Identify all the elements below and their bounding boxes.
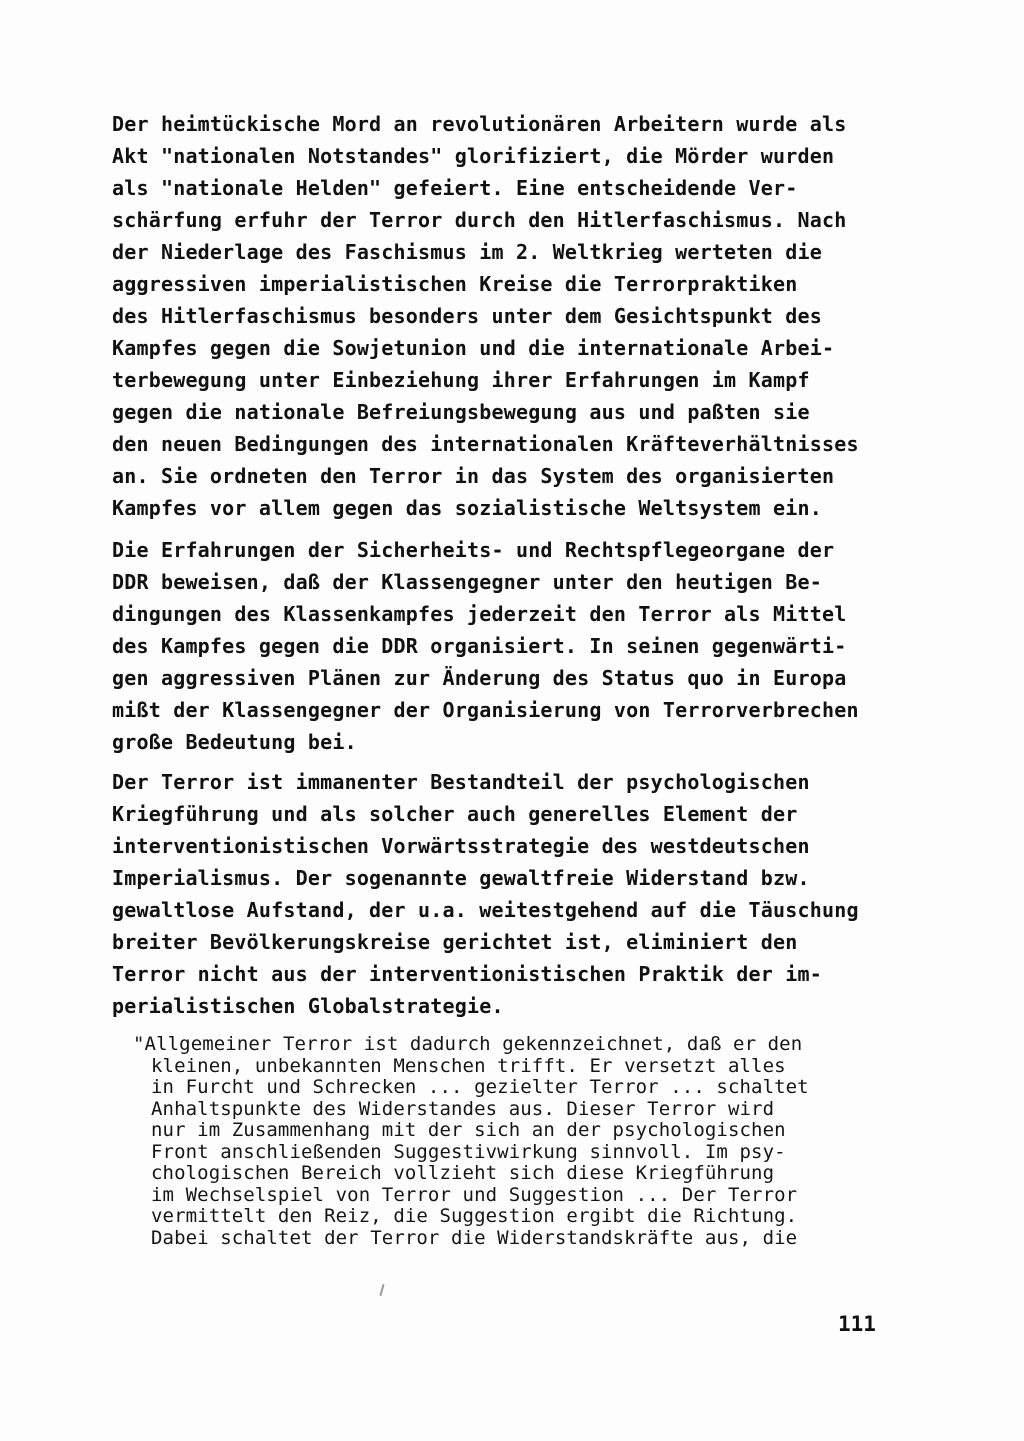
quote-line: chologischen Bereich vollzieht sich diese Kriegführung: [151, 1162, 775, 1184]
text-line: mißt der Klassengegner der Organisierung von Terrorverbrechen: [112, 698, 859, 722]
text-line: Terror nicht aus der interventionistischen Praktik der im-: [112, 962, 822, 986]
text-line: des Hitlerfaschismus besonders unter dem Gesichtspunkt des: [112, 304, 822, 328]
text-line: der Niederlage des Faschismus im 2. Weltkrieg werteten die: [112, 240, 822, 264]
text-line: breiter Bevölkerungskreise gerichtet ist, eliminiert den: [112, 930, 798, 954]
text-line: terbewegung unter Einbeziehung ihrer Erfahrungen im Kampf: [112, 368, 810, 392]
text-line: Der heimtückische Mord an revolutionären Arbeitern wurde als: [112, 112, 847, 136]
text-line: gen aggressiven Plänen zur Änderung des Status quo in Europa: [112, 666, 847, 690]
quote-line: Anhaltspunkte des Widerstandes aus. Dieser Terror wird: [151, 1097, 775, 1120]
text-line: gewaltlose Aufstand, der u.a. weitestgehend auf die Täuschung: [112, 898, 859, 922]
paragraph-1: [112, 108, 902, 524]
text-line: Imperialismus. Der sogenannte gewaltfreie Widerstand bzw.: [112, 866, 810, 890]
quote-line: "Allgemeiner Terror ist dadurch gekennzeichnet, daß er den: [133, 1033, 803, 1055]
text-line: große Bedeutung bei.: [112, 730, 357, 754]
quote-line: Dabei schaltet der Terror die Widerstandskräfte aus, die: [151, 1226, 798, 1249]
text-line: Kampfes vor allem gegen das sozialistische Weltsystem ein.: [112, 496, 822, 520]
text-line: dingungen des Klassenkampfes jederzeit den Terror als Mittel: [112, 602, 847, 626]
text-line: DDR beweisen, daß der Klassengegner unter den heutigen Be-: [112, 570, 822, 594]
text-line: des Kampfes gegen die DDR organisiert. In seinen gegenwärti-: [112, 634, 847, 658]
quote-line: im Wechselspiel von Terror und Suggestion ... Der Terror: [151, 1183, 798, 1206]
text-line: als "nationale Helden" gefeiert. Eine entscheidende Ver-: [112, 176, 798, 200]
text-line: den neuen Bedingungen des internationalen Kräfteverhältnisses: [112, 432, 859, 456]
page-number: 111: [838, 1312, 876, 1336]
text-line: Kampfes gegen die Sowjetunion und die internationale Arbei-: [112, 336, 835, 360]
text-line: perialistischen Globalstrategie.: [112, 994, 504, 1018]
text-line: Kriegführung und als solcher auch generelles Element der: [112, 802, 798, 826]
block-quote: [133, 1034, 893, 1249]
quote-line: kleinen, unbekannten Menschen trifft. Er versetzt alles: [151, 1054, 786, 1077]
quote-line: nur im Zusammenhang mit der sich an der psychologischen: [151, 1119, 786, 1141]
text-line: Der Terror ist immanenter Bestandteil der psychologischen: [112, 770, 810, 794]
quote-line: Front anschließenden Suggestivwirkung sinnvoll. Im psy-: [151, 1140, 786, 1163]
quote-line: vermittelt den Reiz, die Suggestion ergibt die Richtung.: [151, 1205, 798, 1227]
paragraph-2: [112, 534, 902, 758]
paragraph-3: [112, 766, 902, 1022]
text-line: aggressiven imperialistischen Kreise die Terrorpraktiken: [112, 272, 798, 296]
text-line: gegen die nationale Befreiungsbewegung aus und paßten sie: [112, 400, 810, 424]
text-line: Akt "nationalen Notstandes" glorifiziert, die Mörder wurden: [112, 144, 835, 168]
text-line: an. Sie ordneten den Terror in das System des organisierten: [112, 464, 835, 488]
text-line: schärfung erfuhr der Terror durch den Hitlerfaschismus. Nach: [112, 208, 847, 232]
scan-speck: [379, 1284, 384, 1296]
text-line: interventionistischen Vorwärtsstrategie des westdeutschen: [112, 834, 810, 858]
text-line: Die Erfahrungen der Sicherheits- und Rechtspflegeorgane der: [112, 538, 835, 562]
quote-line: in Furcht und Schrecken ... gezielter Terror ... schaltet: [151, 1076, 809, 1098]
